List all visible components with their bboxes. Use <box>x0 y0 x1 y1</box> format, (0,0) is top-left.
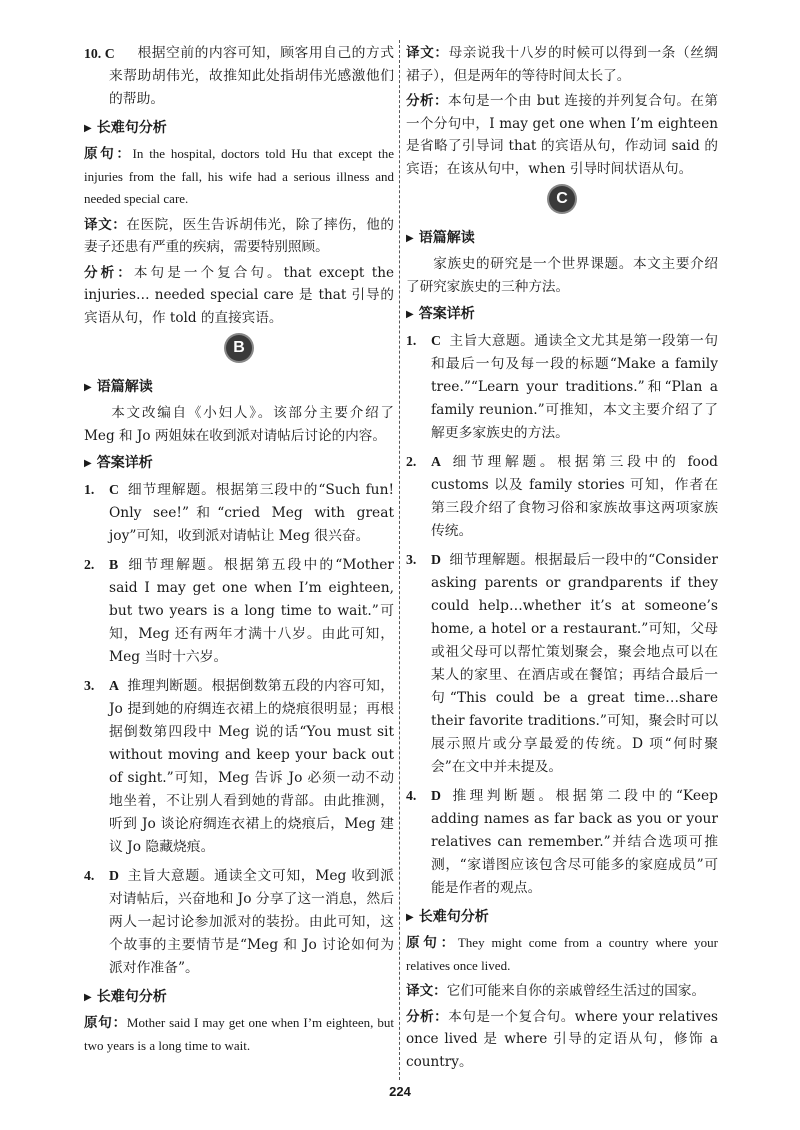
column-divider <box>399 40 400 1080</box>
original-sentence: 原句：They might come from a country where your relatives once lived. <box>406 935 718 973</box>
answer-item: 1. C 主旨大意题。通读全文尤其是第一段第一句和最后一句及每一段的标题“Make a family tree.”“Learn your traditions.”和“Plan a family reunion.”可推知，本文主要介绍了了解更多家族史的方法。 <box>406 333 718 441</box>
long-sentence-heading: ▶ 长难句分析 <box>84 989 167 1005</box>
right-column <box>406 42 718 1076</box>
translation: 译文：母亲说我十八岁的时候可以得到一条（丝绸裙子），但是两年的等待时间太长了。 <box>406 45 719 84</box>
answers-heading: ▶ 答案详析 <box>84 455 153 471</box>
analysis: 分析：本句是一个由 but 连接的并列复合句。在第一个分句中，I may get one when I’m eighteen 是省略了引导词 that 的宾语从句，作动词 said 的宾语；在该从句中，when 引导时间状语从句。 <box>406 93 719 177</box>
analysis: 分析：本句是一个复合句。that except the injuries… needed special care 是 that 引导的宾语从句，作 told 的直接宾语。 <box>84 264 394 326</box>
translation: 译文：在医院，医生告诉胡伟光，除了摔伤，他的妻子还患有严重的疾病，需要特别照顾。 <box>84 216 394 255</box>
answer-item: 4. D 主旨大意题。通读全文可知，Meg 收到派对请帖后，兴奋地和 Jo 分享了这一消息，然后两人一起讨论参加派对的装扮。由此可知，这个故事的主要情节是“Meg 和 Jo 讨论如何为派对作准备”。 <box>84 868 394 976</box>
section-badge-b <box>84 335 394 371</box>
section-badge-c <box>406 186 718 222</box>
answer-item: 4. D 推理判断题。根据第二段中的“Keep adding names as far back as you or your relatives can remember.”并结合选项可推测，“家谱图应该包含尽可能多的家庭成员”可能是作者的观点。 <box>406 788 718 896</box>
triangle-bullet-icon: ▶ <box>84 123 92 134</box>
reading-summary: 家族史的研究是一个世界课题。本文主要介绍了研究家族史的三种方法。 <box>406 256 718 295</box>
answer-item: 3. A 推理判断题。根据倒数第五段的内容可知，Jo 提到她的府绸连衣裙上的烧痕很明显；再根据倒数第四段中 Meg 说的话“You must sit without moving and keep your back out of sight.”可知，Meg 告诉 Jo 必须一动不动地坐着，不让别人看到她的背部。由此推测，听到 Jo 谈论府绸连衣裙上的烧痕后，Meg 建议 Jo 隐藏烧痕。 <box>84 678 394 855</box>
answers-heading: ▶ 答案详析 <box>406 306 475 322</box>
translation: 译文：它们可能来自你的亲戚曾经生活过的国家。 <box>406 983 706 999</box>
answer-item: 2. B 细节理解题。根据第五段中的“Mother said I may get one when I’m eighteen, but two years is a long time to wait.”可知，Meg 还有两年才满十八岁。由此可知，Meg 当时十六岁。 <box>84 557 394 665</box>
triangle-bullet-icon: ▶ <box>84 992 92 1003</box>
left-column <box>84 42 394 1060</box>
section-badge: C <box>549 186 575 212</box>
triangle-bullet-icon: ▶ <box>84 382 92 393</box>
answer-item: 3. D 细节理解题。根据最后一段中的“Consider asking parents or grandparents if they could help…whether it’s at someone’s home, a hotel or a restaurant.”可知，父母或祖父母可以帮忙策划聚会，聚会地点可以在某人的家里、在酒店或在餐馆；再结合最后一句“This could be a great time…share their favorite traditions.”可知，聚会时可以展示照片或分享最爱的传统。D 项“何时聚会”在文中并未提及。 <box>406 552 718 775</box>
triangle-bullet-icon: ▶ <box>406 233 414 244</box>
answer-number: 10. C <box>84 46 115 61</box>
section-badge: B <box>226 335 252 361</box>
triangle-bullet-icon: ▶ <box>406 309 414 320</box>
reading-summary: 本文改编自《小妇人》。该部分主要介绍了 Meg 和 Jo 两姐妹在收到派对请帖后讨论的内容。 <box>84 405 394 444</box>
answer-item-10 <box>84 42 394 111</box>
long-sentence-heading: ▶ 长难句分析 <box>84 120 167 136</box>
long-sentence-heading: ▶ 长难句分析 <box>406 909 489 925</box>
answer-text: 根据空前的内容可知，顾客用自己的方式来帮助胡伟光，故推知此处指胡伟光感激他们的帮助。 <box>109 45 394 107</box>
triangle-bullet-icon: ▶ <box>406 912 414 923</box>
original-sentence: 原句：In the hospital, doctors told Hu that except the injuries from the fall, his wife had a serious illness and needed special care. <box>84 146 394 206</box>
answer-item: 1. C 细节理解题。根据第三段中的“Such fun! Only see!”和“cried Meg with great joy”可知，收到派对请帖让 Meg 很兴奋。 <box>84 482 394 544</box>
triangle-bullet-icon: ▶ <box>84 458 92 469</box>
reading-heading: ▶ 语篇解读 <box>84 379 153 395</box>
original-sentence: 原句：Mother said I may get one when I’m eighteen, but two years is a long time to wait. <box>84 1015 394 1053</box>
page-number: 224 <box>389 1084 411 1099</box>
reading-heading: ▶ 语篇解读 <box>406 230 475 246</box>
analysis: 分析：本句是一个复合句。where your relatives once lived 是 where 引导的定语从句，修饰 a country。 <box>406 1008 718 1070</box>
answer-item: 2. A 细节理解题。根据第三段中的 food customs 以及 family stories 可知，作者在第三段介绍了食物习俗和家族故事这两项家族传统。 <box>406 454 718 539</box>
